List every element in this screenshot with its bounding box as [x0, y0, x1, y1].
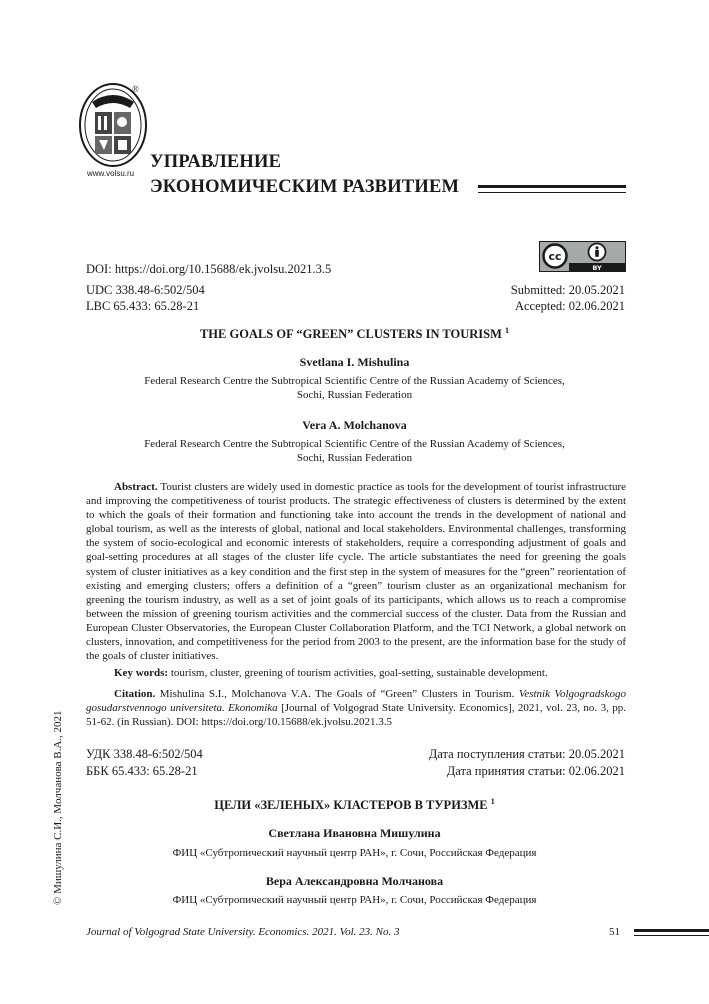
- citation-text: Mishulina S.I., Molchanova V.A. The Goals of “Green” Clusters in Tourism.: [155, 688, 519, 700]
- submitted-date: Submitted: 20.05.2021: [510, 283, 625, 297]
- abstract-label: Abstract.: [114, 481, 158, 493]
- citation: [86, 687, 626, 729]
- doi-text[interactable]: DOI: https://doi.org/10.15688/ek.jvolsu.2021.3.5: [86, 262, 332, 276]
- citation-text: [Journal of Volgograd State University. Economics], 2021, vol. 23, no. 3, pp. 51-62. (in Russian). DOI: https://doi.org/10.15688/ek.jvolsu.2021.3.5: [86, 702, 626, 729]
- journal-name-line2: ЭКОНОМИЧЕСКИМ РАЗВИТИЕМ: [150, 177, 460, 197]
- journal-name-line1: УПРАВЛЕНИЕ: [150, 152, 282, 172]
- title-footnote-en: 1: [505, 326, 510, 335]
- journal-header-rule: [478, 185, 626, 193]
- submitted-date-ru: Дата поступления статьи: 20.05.2021: [428, 747, 625, 761]
- author-affiliation-ru: ФИЦ «Субтропический научный центр РАН», г. Сочи, Российская Федерация: [172, 847, 537, 859]
- accepted-date: Accepted: 02.06.2021: [514, 299, 625, 313]
- site-url[interactable]: www.volsu.ru: [87, 169, 135, 178]
- title-footnote-ru: 1: [490, 797, 495, 806]
- article-title-ru: [0, 797, 709, 813]
- udk-code: УДК 338.48-6:502/504: [86, 747, 203, 761]
- citation-label: Citation.: [114, 688, 156, 700]
- registered-mark: ®: [132, 84, 139, 94]
- author-name: Vera A. Molchanova: [302, 418, 407, 432]
- accepted-date-ru: Дата принятия статьи: 02.06.2021: [446, 764, 625, 778]
- author-name-ru: Вера Александровна Молчанова: [265, 874, 444, 888]
- affiliation-line: Federal Research Centre the Subtropical Scientific Centre of the Russian Academy of Sciences,: [144, 438, 565, 450]
- footer-journal-citation: Journal of Volgograd State University. Economics. 2021. Vol. 23. No. 3: [86, 926, 400, 938]
- keywords-text: tourism, cluster, greening of tourism activities, goal-setting, sustainable development.: [168, 667, 548, 679]
- article-title-ru-text: ЦЕЛИ «ЗЕЛЕНЫХ» КЛАСТЕРОВ В ТУРИЗМЕ: [214, 798, 488, 813]
- author-name-ru: Светлана Ивановна Мишулина: [268, 826, 441, 840]
- footer-rule: [634, 929, 709, 936]
- keywords: [86, 666, 626, 680]
- by-label: BY: [592, 264, 602, 272]
- affiliation-line: Sochi, Russian Federation: [296, 389, 413, 401]
- article-title-en: [0, 326, 709, 342]
- citation-journal: Vestnik Volgogradskogo gosudarstvennogo universiteta. Ekonomika: [86, 688, 626, 715]
- cc-label: cc: [548, 250, 562, 263]
- udc-code: UDC 338.48-6:502/504: [86, 283, 205, 297]
- cc-by-license-badge[interactable]: [539, 241, 626, 272]
- university-emblem-logo: [78, 82, 148, 168]
- copyright-notice: © Мишулина С.И., Молчанова В.А., 2021: [52, 710, 64, 905]
- abstract-paragraph: [86, 480, 626, 663]
- keywords-label: Key words:: [114, 667, 169, 679]
- affiliation-line: Federal Research Centre the Subtropical Scientific Centre of the Russian Academy of Sciences,: [144, 375, 565, 387]
- abstract-text: Tourist clusters are widely used in domestic practice as tools for the development of tourist infrastructure and improving the competitiveness of tourist products. The strategic effectiveness of clusters is determined by the extent to which the goals of their formation and functioning take into account the trends in the development of national and global tourism, as well as the interests of global, national and local stakeholders. Environmental challenges, transforming the system of socio-ecological and economic interests of stakeholders, require a corresponding adjustment of goals and goal-setting procedures at all stages of the cluster life cycle. The article substantiates the need for greening the goals system of cluster initiatives as a key condition and the first step in the system of measures for the “green” reorientation of existing and emerging clusters; offers a definition of a “green” tourism cluster as an organizational mechanism for greening the tourism industry, as well as a set of joint goals of its participants, which allows us to reach a compromise between the mission of greening tourism activities and the commercial success of the cluster. Data from the Russian and European Cluster Observatories, the European Cluster Collaboration Platform, and the TCI Network, a global network on clusters, innovation, and competitiveness for the period from 2003 to the present, are the information base for the study of the goals of cluster initiatives.: [86, 481, 626, 663]
- page-number: 51: [609, 926, 620, 938]
- author-affiliation-ru: ФИЦ «Субтропический научный центр РАН», г. Сочи, Российская Федерация: [172, 894, 537, 906]
- bbk-code: ББК 65.433: 65.28-21: [86, 764, 198, 778]
- author-affiliation: [0, 437, 709, 465]
- lbc-code: LBC 65.433: 65.28-21: [86, 299, 200, 313]
- article-title-en-text: THE GOALS OF “GREEN” CLUSTERS IN TOURISM: [199, 327, 502, 342]
- author-name: Svetlana I. Mishulina: [299, 355, 410, 369]
- affiliation-line: Sochi, Russian Federation: [296, 452, 413, 464]
- author-affiliation: [0, 374, 709, 402]
- abstract: [86, 480, 626, 663]
